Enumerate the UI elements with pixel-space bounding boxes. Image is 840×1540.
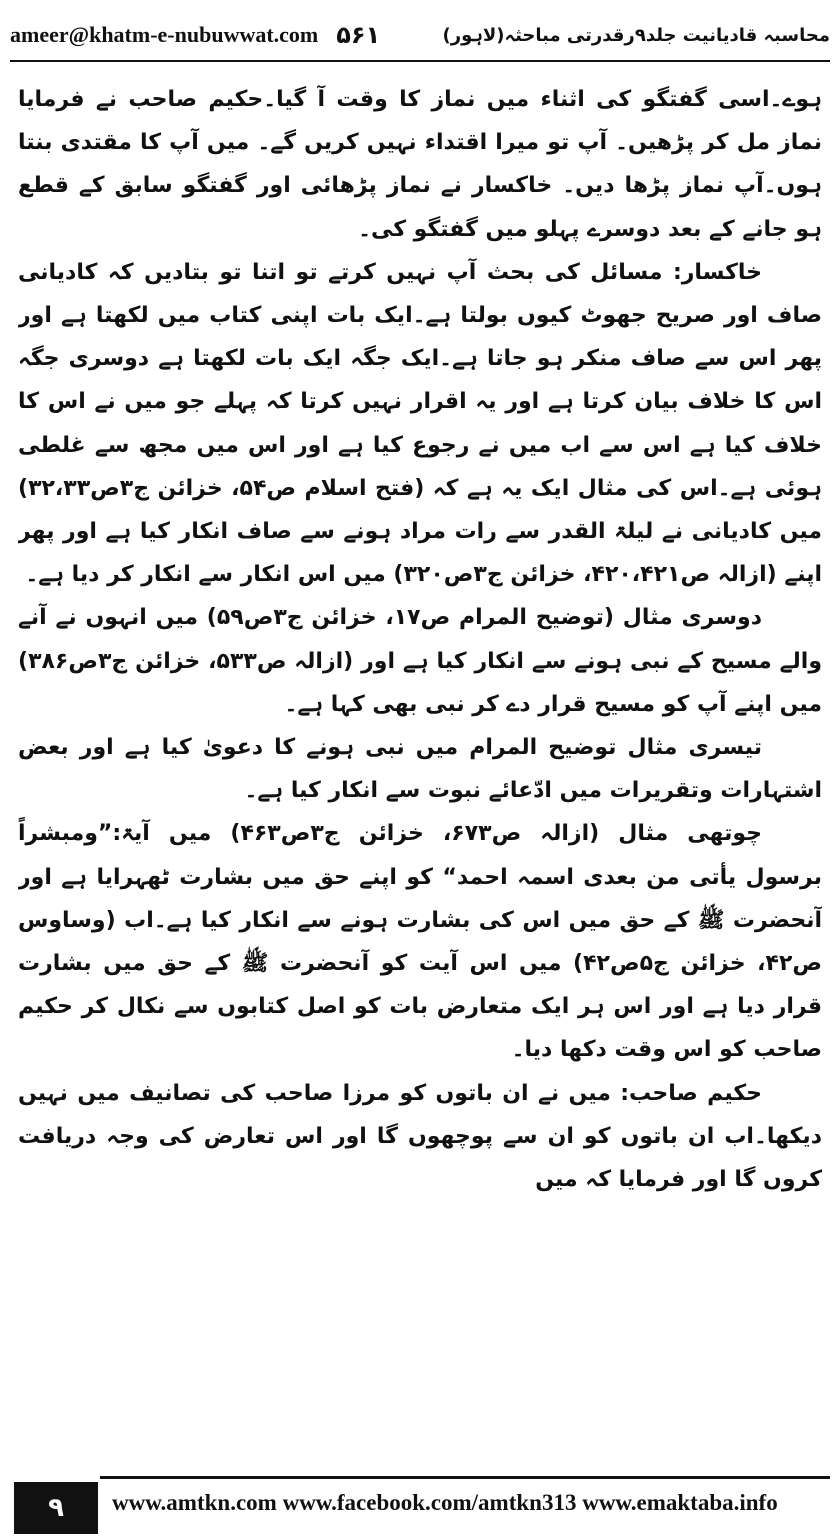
footer-page-number: ۹ bbox=[14, 1482, 98, 1534]
page-footer bbox=[0, 1476, 840, 1540]
footer-website-links[interactable]: www.amtkn.com www.facebook.com/amtkn313 www.emaktaba.info bbox=[112, 1490, 778, 1515]
paragraph-4: تیسری مثال توضیح المرام میں نبی ہونے کا دعویٰ کیا ہے اور بعض اشتہارات وتقریرات میں ادّعائے نبوت سے انکار کیا ہے۔ bbox=[18, 735, 822, 804]
footer-divider bbox=[100, 1476, 830, 1479]
page-body bbox=[18, 78, 822, 1456]
header-email[interactable]: ameer@khatm-e-nubuwwat.com bbox=[10, 22, 319, 47]
paragraph-6: حکیم صاحب: میں نے ان باتوں کو مرزا صاحب کی تصانیف میں نہیں دیکھا۔اب ان باتوں کو ان سے پوچھوں گا اور اس تعارض کی وجہ دریافت کروں گا اور فرمایا کہ میں bbox=[18, 1080, 822, 1193]
page-header bbox=[10, 14, 830, 56]
header-left-group bbox=[10, 21, 380, 49]
header-book-title: محاسبہ قادیانیت جلد۹رقدرتی مباحثہ(لاہور) bbox=[442, 24, 830, 46]
paragraph-1: ہوے۔اسی گفتگو کی اثناء میں نماز کا وقت آ گیا۔حکیم صاحب نے فرمایا نماز مل کر پڑھیں۔ آپ تو میرا اقتداء نہیں کریں گے۔ میں آپ کا مقتدی بنتا ہوں۔آپ نماز پڑھا دیں۔ خاکسار نے نماز پڑھائی اور گفتگو سابق کے قطع ہو جانے کے بعد دوسرے پہلو میں گفتگو کی۔ bbox=[18, 87, 822, 242]
paragraph-2: خاکسار: مسائل کی بحث آپ نہیں کرتے تو اتنا تو بتادیں کہ کادیانی صاف اور صریح جھوٹ کیوں بولتا ہے۔ایک بات اپنی کتاب میں لکھتا ہے اور پھر اس سے صاف منکر ہو جاتا ہے۔ایک جگہ ایک بات لکھتا ہے دوسری جگہ اس کا خلاف بیان کرتا ہے اور یہ اقرار نہیں کرتا کہ پہلے جو میں نے اس کا خلاف کیا ہے اس سے اب میں نے رجوع کیا ہے اور اس میں مجھ سے غلطی ہوئی ہے۔اس کی مثال ایک یہ ہے کہ (فتح اسلام ص۵۴، خزائن ج۳ص۳۲،۳۳) میں کادیانی نے لیلۃ القدر سے رات مراد ہونے سے صاف انکار کیا ہے اور پھر اپنے (ازالہ ص۴۲۰،۴۲۱، خزائن ج۳ص۳۲۰) میں اس انکار سے انکار کر دیا ہے۔ bbox=[18, 259, 822, 588]
header-divider bbox=[10, 60, 830, 62]
paragraph-3: دوسری مثال (توضیح المرام ص۱۷، خزائن ج۳ص۵۹) میں انہوں نے آنے والے مسیح کے نبی ہونے سے انکار کیا ہے اور (ازالہ ص۵۳۳، خزائن ج۳ص۳۸۶) میں اپنے آپ کو مسیح قرار دے کر نبی بھی کہا ہے۔ bbox=[18, 605, 822, 717]
paragraph-5: چوتھی مثال (ازالہ ص۶۷۳، خزائن ج۳ص۴۶۳) میں آیۃ:”ومبشراً برسول یأتی من بعدی اسمہ احمد“ کو اپنے حق میں بشارت ٹھہرایا ہے اور آنحضرت ﷺ کے حق میں اس کی بشارت ہونے سے انکار کیا ہے۔اب (وساوس ص۴۲، خزائن ج۵ص۴۲) میں اس آیت کو آنحضرت ﷺ کے حق میں بشارت قرار دیا ہے اور اس ہر ایک متعارض بات کو اصل کتابوں سے نکال کر حکیم صاحب کو اس وقت دکھا دیا۔ bbox=[18, 821, 822, 1063]
header-page-number: ۵۶۱ bbox=[336, 21, 381, 49]
